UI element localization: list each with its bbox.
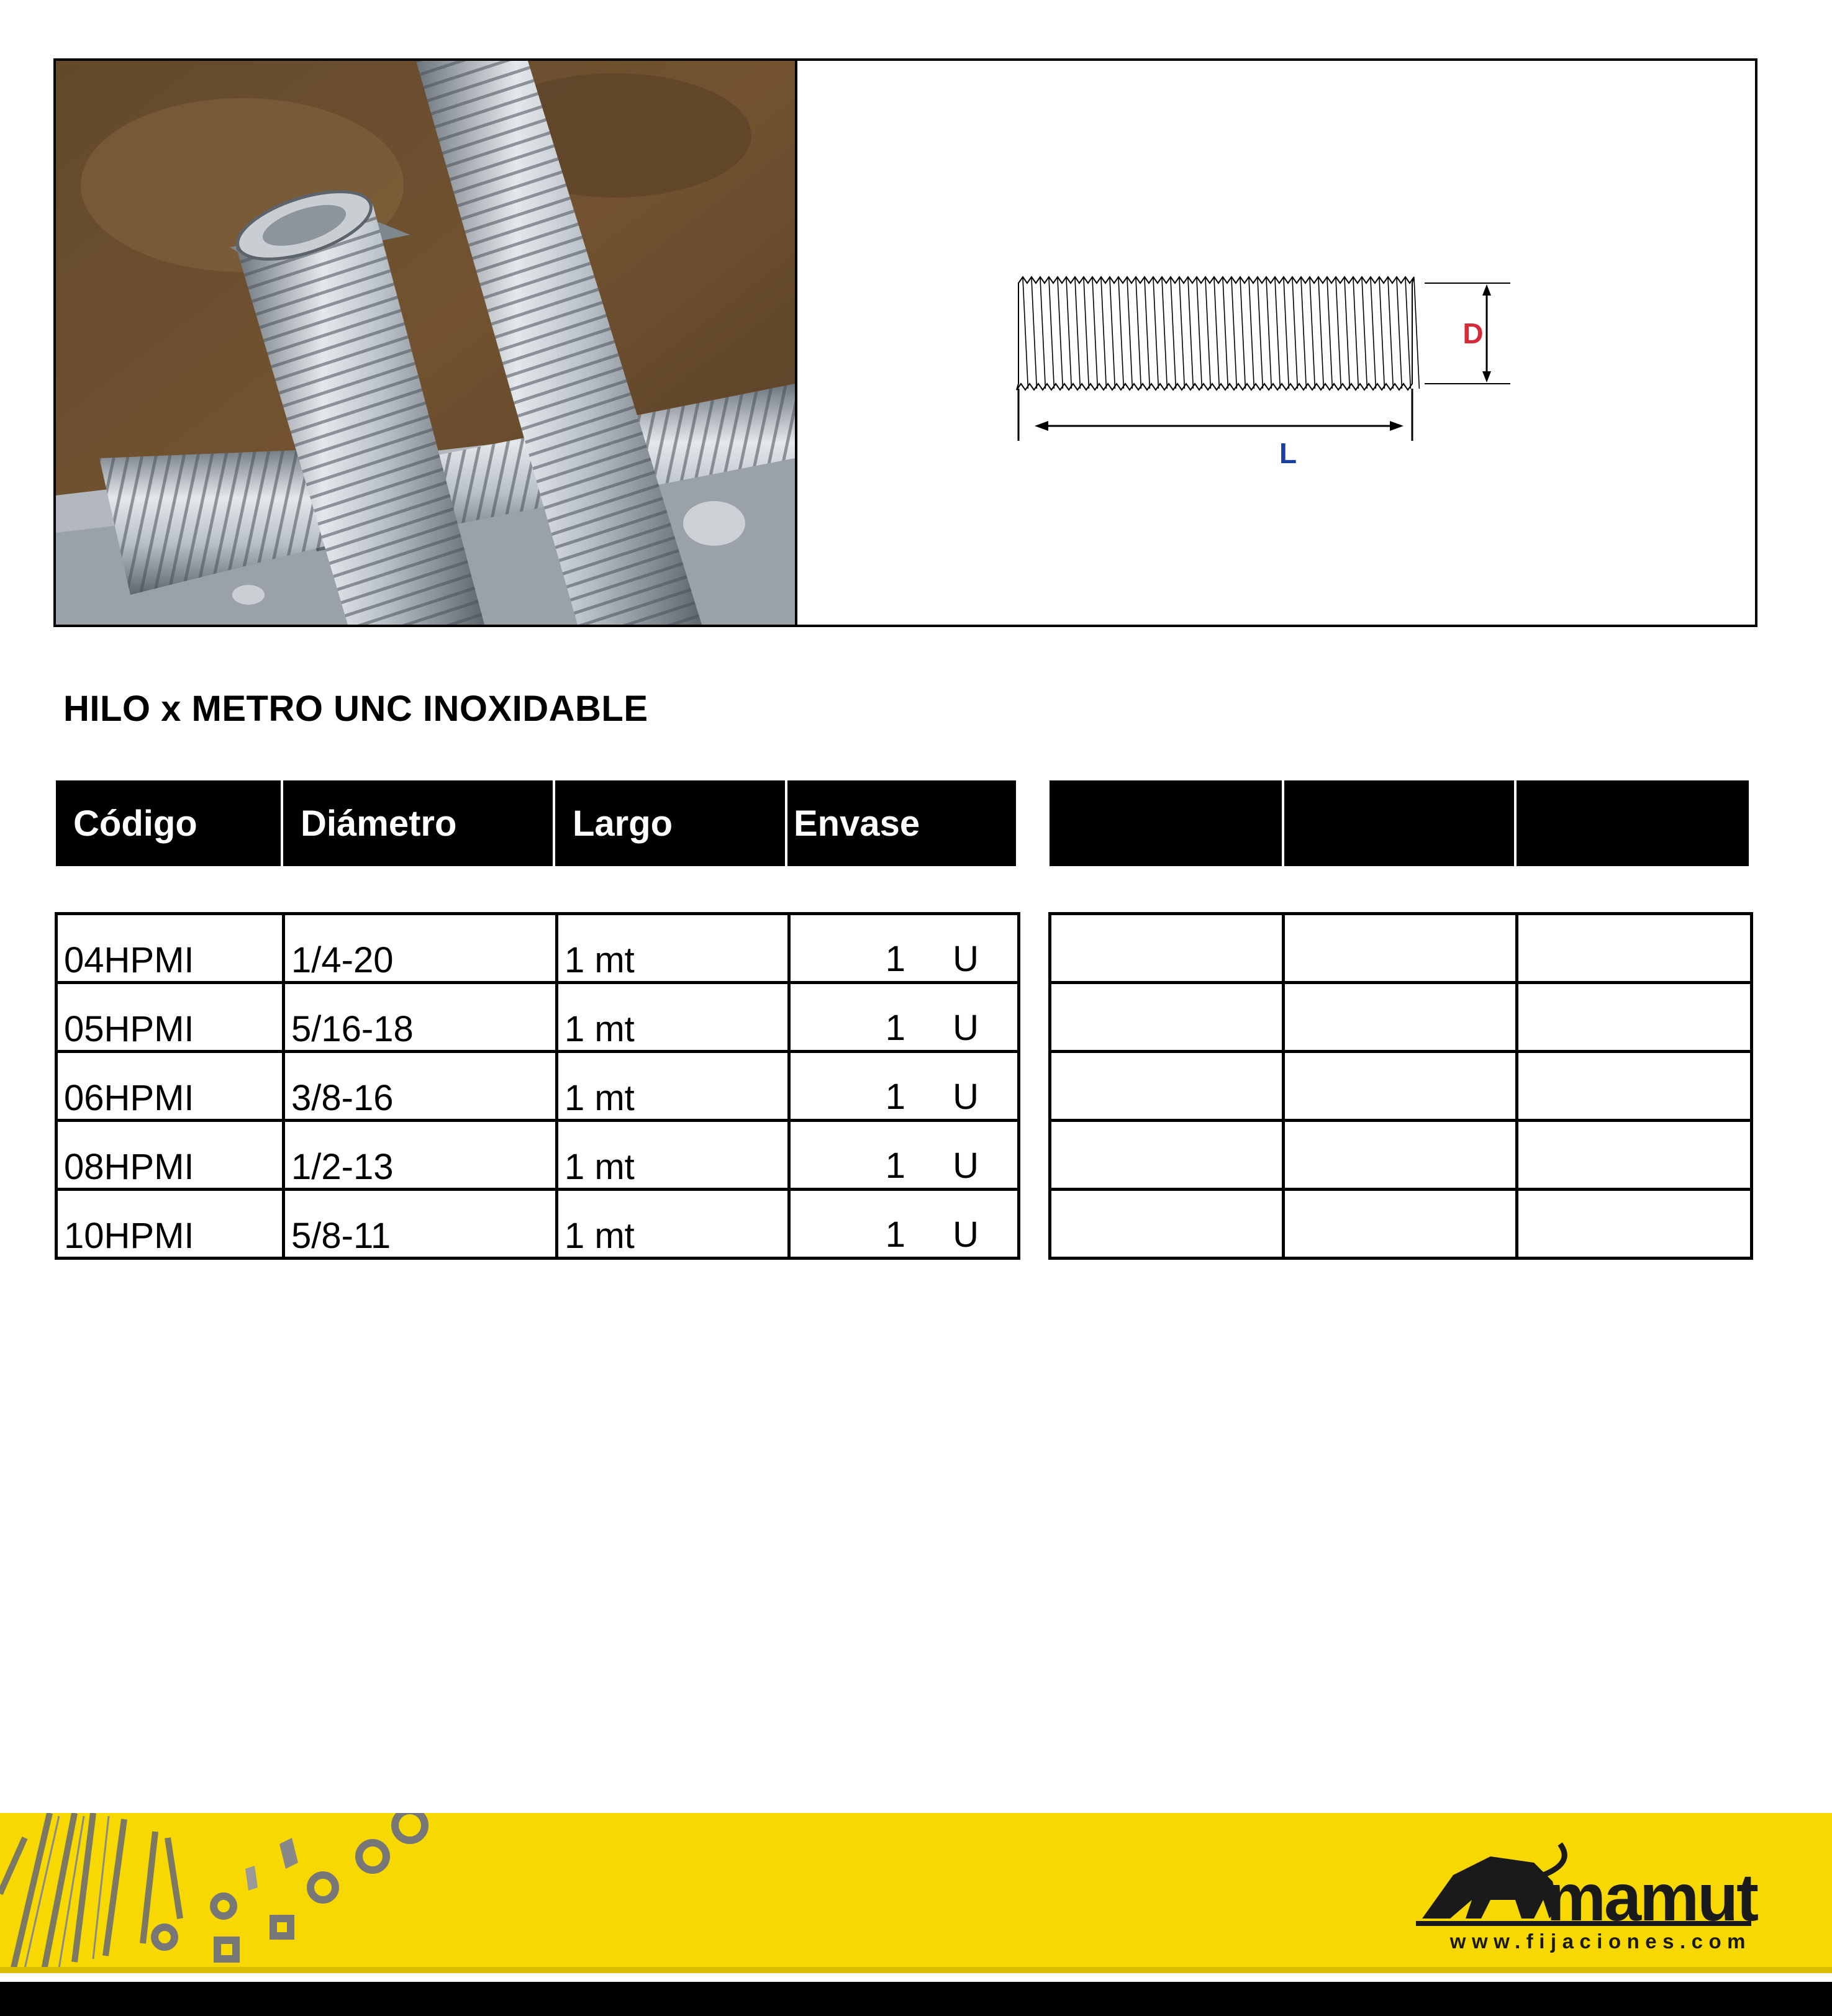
- table-row: [57, 1121, 1019, 1190]
- empty-table-row: [1050, 914, 1752, 983]
- empty-cell: [1050, 1121, 1284, 1190]
- empty-header-cell: [1283, 780, 1515, 866]
- table-row: [57, 1190, 1019, 1259]
- brand-name: mamut: [1546, 1860, 1757, 1935]
- envase-unit: U: [953, 1077, 979, 1117]
- envase-quantity: 1: [885, 1077, 905, 1117]
- header-envase: Envase: [786, 780, 1016, 866]
- empty-table-row: [1050, 1121, 1752, 1190]
- brand-website[interactable]: www.fijaciones.com: [1449, 1930, 1751, 1953]
- diameter-label: D: [1462, 317, 1484, 350]
- length-label: L: [1279, 437, 1297, 469]
- product-photo: [56, 61, 797, 625]
- product-title: HILO x METRO UNC INOXIDABLE: [63, 689, 648, 729]
- cell-envase: [789, 1052, 1019, 1121]
- cell-diametro: 1/2-13: [284, 1121, 557, 1190]
- cell-codigo: 08HPMI: [57, 1121, 284, 1190]
- footer-banner: [0, 1813, 1832, 1973]
- empty-cell: [1517, 914, 1752, 983]
- rod-outline: [1017, 277, 1419, 390]
- secondary-table: [1048, 912, 1753, 1260]
- threaded-rod-drawing: [797, 61, 1755, 625]
- product-hero: [53, 58, 1757, 627]
- empty-cell: [1517, 1121, 1752, 1190]
- main-table: [55, 912, 1020, 1260]
- empty-cell: [1050, 983, 1284, 1052]
- envase-quantity: 1: [885, 1008, 905, 1048]
- cell-envase: [789, 983, 1019, 1052]
- header-diametro: Diámetro: [282, 780, 554, 866]
- header-largo: Largo: [554, 780, 786, 866]
- empty-cell: [1517, 1052, 1752, 1121]
- empty-header-cell: [1050, 780, 1283, 866]
- thread-line: [1414, 278, 1419, 389]
- empty-cell: [1284, 1121, 1517, 1190]
- cell-codigo: 06HPMI: [57, 1052, 284, 1121]
- envase-quantity: 1: [885, 939, 905, 979]
- cell-diametro: 5/8-11: [284, 1190, 557, 1259]
- cell-codigo: 05HPMI: [57, 983, 284, 1052]
- empty-cell: [1050, 914, 1284, 983]
- technical-diagram: [797, 61, 1755, 625]
- envase-quantity: 1: [885, 1146, 905, 1186]
- footer-bottom-band: [0, 1982, 1832, 2016]
- cell-largo: 1 mt: [557, 1052, 789, 1121]
- envase-unit: U: [953, 939, 979, 979]
- empty-cell: [1284, 983, 1517, 1052]
- cell-largo: 1 mt: [557, 983, 789, 1052]
- hardware-collage: [0, 1813, 447, 1973]
- header-codigo: Código: [56, 780, 282, 866]
- cell-codigo: 10HPMI: [57, 1190, 284, 1259]
- empty-cell: [1050, 1190, 1284, 1259]
- brand-logo: [1416, 1838, 1757, 1953]
- cell-diametro: 3/8-16: [284, 1052, 557, 1121]
- empty-cell: [1050, 1052, 1284, 1121]
- footer-accent-strip: [0, 1967, 1832, 1973]
- secondary-table-header: [1050, 780, 1749, 866]
- empty-table-row: [1050, 1190, 1752, 1259]
- empty-cell: [1517, 983, 1752, 1052]
- cell-diametro: 5/16-18: [284, 983, 557, 1052]
- empty-cell: [1284, 1190, 1517, 1259]
- envase-unit: U: [953, 1214, 979, 1255]
- cell-largo: 1 mt: [557, 914, 789, 983]
- empty-header-cell: [1515, 780, 1749, 866]
- empty-cell: [1284, 914, 1517, 983]
- envase-quantity: 1: [885, 1214, 905, 1255]
- cell-envase: [789, 914, 1019, 983]
- empty-cell: [1517, 1190, 1752, 1259]
- main-table-header: [56, 780, 1016, 866]
- table-row: [57, 914, 1019, 983]
- threaded-rods-photo: [56, 61, 795, 625]
- cell-diametro: 1/4-20: [284, 914, 557, 983]
- cell-largo: 1 mt: [557, 1121, 789, 1190]
- empty-cell: [1284, 1052, 1517, 1121]
- cell-envase: [789, 1121, 1019, 1190]
- envase-unit: U: [953, 1008, 979, 1048]
- rod-body: [1017, 277, 1414, 390]
- table-row: [57, 1052, 1019, 1121]
- cell-largo: 1 mt: [557, 1190, 789, 1259]
- envase-unit: U: [953, 1146, 979, 1186]
- empty-table-row: [1050, 983, 1752, 1052]
- cell-codigo: 04HPMI: [57, 914, 284, 983]
- cell-envase: [789, 1190, 1019, 1259]
- empty-table-row: [1050, 1052, 1752, 1121]
- table-row: [57, 983, 1019, 1052]
